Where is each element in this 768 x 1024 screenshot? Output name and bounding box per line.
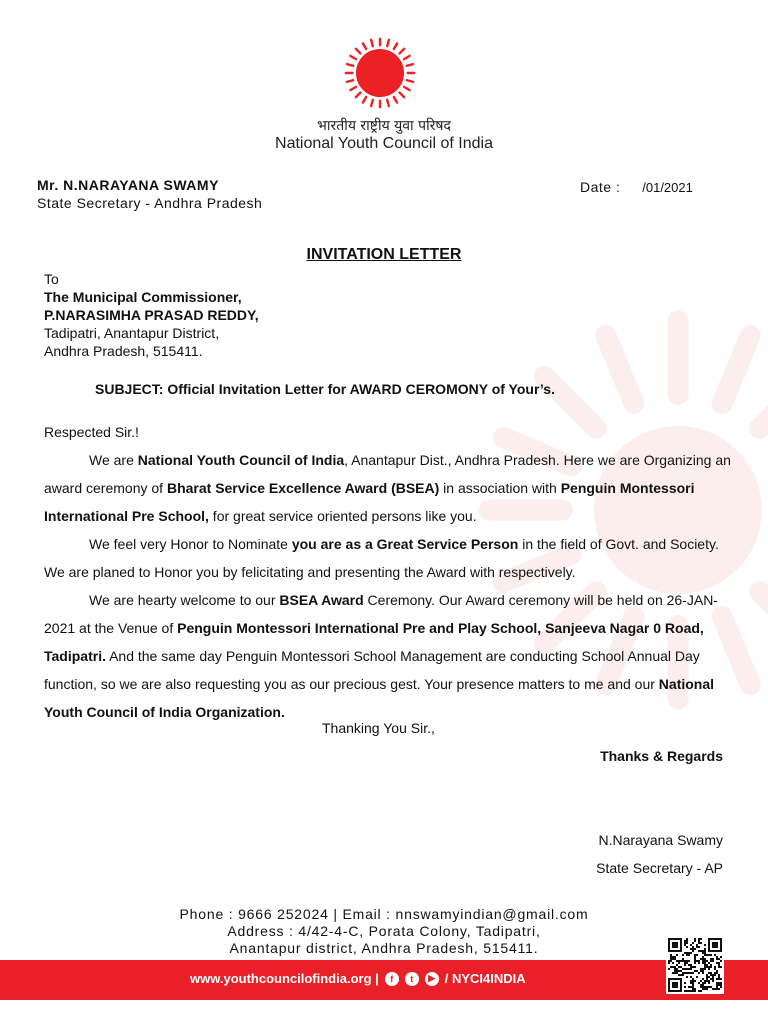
qr-code-icon[interactable] (666, 936, 724, 994)
paragraph-3: We are hearty welcome to our BSEA Award Ceremony. Our Award ceremony will be held on 26-JAN-2021 at the Venue of Penguin Montessori International Pre and Play School, Sanjeeva Nagar 0 Road, Tadipatri. And the same day Penguin Montessori School Management are conducting School Annual Day function, so we are also requesting you as our precious gest. Your presence matters to me and our National Youth Council of India Organization. (44, 592, 718, 720)
youtube-icon[interactable]: ▶ (425, 972, 439, 986)
date-value: /01/2021 (642, 180, 693, 195)
facebook-icon[interactable]: f (385, 972, 399, 986)
org-name: National Youth Council of India (275, 135, 493, 152)
sender-name: Mr. N.NARAYANA SWAMY (37, 177, 219, 193)
recipient-address (44, 270, 259, 360)
recipient-line1: The Municipal Commissioner, (44, 289, 242, 305)
recipient-to: To (44, 271, 59, 287)
bottom-margin (0, 1000, 768, 1024)
letter-subject: SUBJECT: Official Invitation Letter for AWARD CEROMONY of Your’s. (95, 381, 555, 397)
recipient-line3: Tadipatri, Anantapur District, (44, 325, 220, 341)
thanking-line: Thanking You Sir., (322, 720, 435, 736)
letter-date (580, 179, 693, 195)
ncoi-logo-icon (343, 36, 417, 110)
twitter-icon[interactable]: t (405, 972, 419, 986)
footer-contact (0, 906, 768, 957)
footer-band-text (190, 971, 526, 986)
social-handle: / NYCI4INDIA (444, 971, 526, 986)
date-label: Date : (580, 179, 621, 195)
signatory-role: State Secretary - AP (596, 860, 723, 876)
footer-phone-email: Phone : 9666 252024 | Email : nnswamyindian@gmail.com (179, 906, 589, 922)
paragraph-2: We feel very Honor to Nominate you are as a Great Service Person in the field of Govt. and Society. We are planed to Honor you by felicitating and presenting the Award with respectively. (44, 536, 719, 580)
salutation: Respected Sir.! (44, 424, 139, 440)
org-name-hindi: भारतीय राष्ट्रीय युवा परिषद (317, 118, 451, 134)
footer-address-2: Anantapur district, Andhra Pradesh, 515411. (229, 940, 539, 956)
letter-body (44, 418, 734, 726)
paragraph-1: We are National Youth Council of India, Anantapur Dist., Andhra Pradesh. Here we are Organizing an award ceremony of Bharat Service Excellence Award (BSEA) in association with Penguin Montessori International Pre School, for great service oriented persons like you. (44, 452, 731, 524)
recipient-line2: P.NARASIMHA PRASAD REDDY, (44, 307, 259, 323)
regards: Thanks & Regards (600, 748, 723, 764)
signatory-name: N.Narayana Swamy (598, 832, 723, 848)
recipient-line4: Andhra Pradesh, 515411. (44, 343, 203, 359)
letter-title: INVITATION LETTER (306, 246, 462, 263)
footer-address-1: Address : 4/42-4-C, Porata Colony, Tadipatri, (227, 923, 541, 939)
sender-role: State Secretary - Andhra Pradesh (37, 195, 263, 211)
website-link[interactable]: www.youthcouncilofindia.org | (190, 971, 379, 986)
